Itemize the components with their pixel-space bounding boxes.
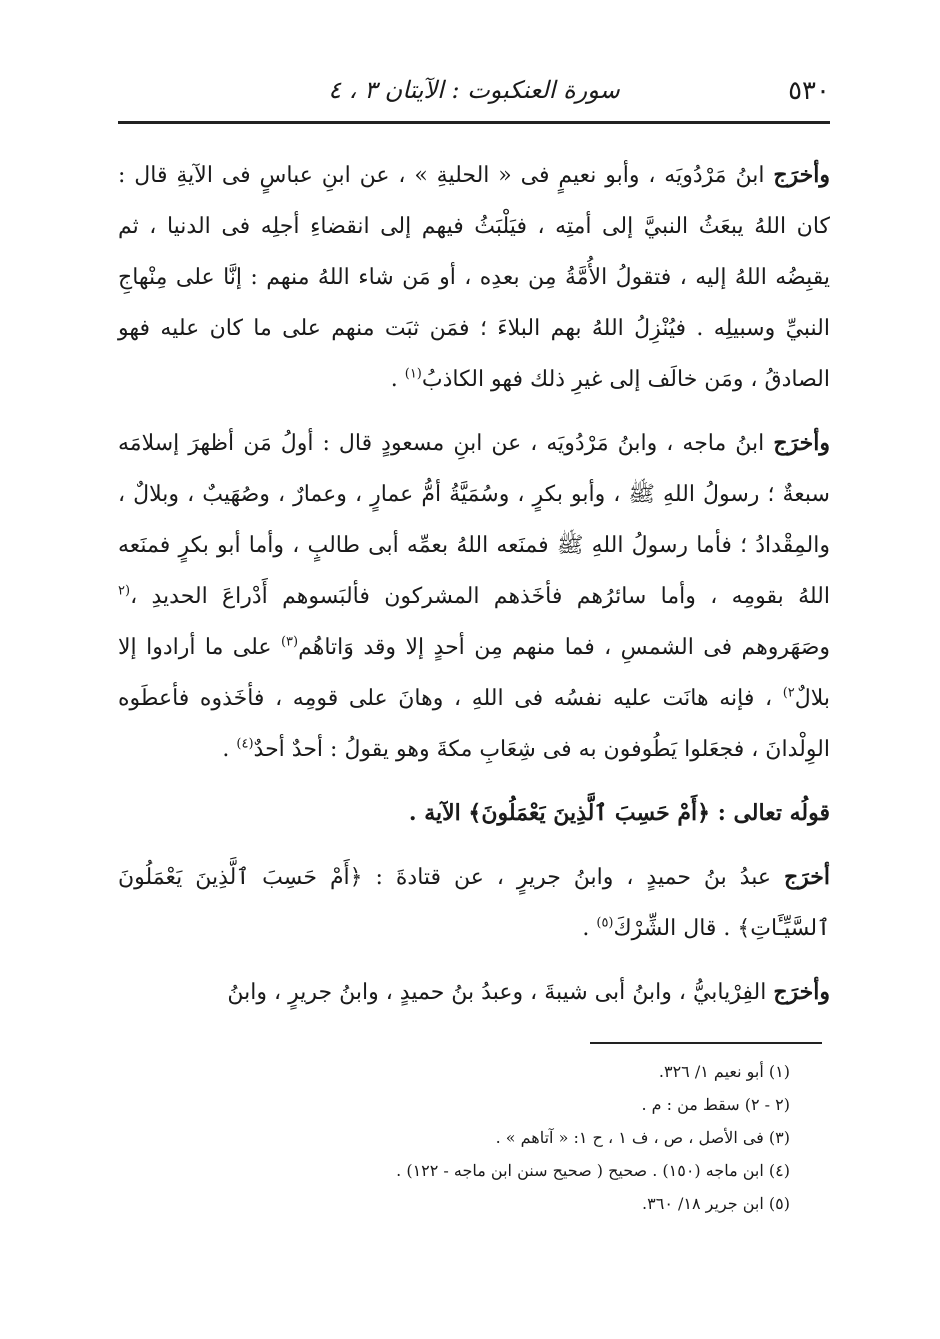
paragraph-lead: أخرَج: [783, 864, 830, 890]
paragraph-2: [118, 418, 830, 775]
paragraph-text: ابنُ ماجه ، وابنُ مَرْدُويَه ، عن ابنِ مسعودٍ قال : أولُ مَن أظهرَ إسلامَه سبعةٌ ؛ رسولُ اللهِ ﷺ ، وأبو بكرٍ ، وسُمَيَّةُ أمُّ عمارٍ ، وعمارٌ ، وصُهَيبٌ ، وبلالٌ ، والمِقْدادُ ؛ فأما رسولُ اللهِ ﷺ فمنَعه اللهُ بعمِّه أبى طالبٍ ، وأما أبو بكرٍ فمنَعه اللهُ بقومِه ، وأما سائرُهم فأخَذهم المشركون فألبَسوهم أَدْراعَ الحديدِ ،: [118, 431, 830, 609]
paragraph-tail: .: [222, 737, 237, 762]
page-header: [118, 68, 830, 116]
verse-heading: قولُه تعالى :: [717, 800, 830, 826]
paragraph-text: ابنُ مَرْدُويَه ، وأبو نعيمٍ فى « الحليةِ » ، عن ابنِ عباسٍ فى الآيةِ قال : كان اللهُ يبعَثُ النبيَّ إلى أمتِه ، فيَلْبَثُ فيهم إلى انقضاءِ أجلِه فى الدنيا ، ثم يقبِضُه اللهُ إليه ، فتقولُ الأُمَّةُ مِن بعدِه ، أو مَن شاء اللهُ منهم : إنَّا على مِنْهاجِ النبيِّ وسبيلِه . فيُنْزِلُ اللهُ بهم البلاءَ ؛ فمَن ثبَت منهم على ما كان عليه فهو الصادقُ ، ومَن خالَف إلى غيرِ ذلك فهو الكاذبُ: [118, 163, 830, 392]
footnote-ref[interactable]: (٥): [596, 915, 614, 931]
paragraph-text: ، فإنه هانَت عليه نفسُه فى اللهِ ، وهانَ على قومِه ، فأخَذوه فأعطَوه الوِلْدانَ ، فجعَلوا يَطُوفون به فى شِعَابِ مكةَ وهو يقولُ : أحدٌ أحدٌ: [118, 686, 830, 762]
paragraph-5: [118, 967, 830, 1018]
running-title: سورة العنكبوت : الآيتان ٣ ، ٤: [328, 76, 620, 104]
paragraph-4: [118, 852, 830, 954]
footnote-rule: [590, 1042, 822, 1044]
paragraph-tail: .: [390, 367, 405, 392]
footnote-2: (٢ - ٢) سقط من : م .: [641, 1095, 790, 1114]
paragraph-text: عبدُ بنُ حميدٍ ، وابنُ جريرٍ ، عن قتادةَ : ﴿أَمْ حَسِبَ ٱلَّذِينَ يَعْمَلُونَ ٱلسَّيِّـَٔاتِ﴾ . قال الشِّرْكَ: [118, 865, 830, 941]
paragraph-text: وصَهَروهم فى الشمسِ ، فما منهم مِن أحدٍ إلا وقد وَاتاهُم: [298, 635, 831, 660]
footnote-4: (٤) ابن ماجه (١٥٠) . صحيح ( صحيح سنن ابن ماجه - ١٢٢) .: [396, 1161, 790, 1180]
footnotes: [118, 1055, 790, 1220]
footnote-5: (٥) ابن جرير ١٨/ ٣٦٠.: [642, 1194, 790, 1213]
paragraph-3: [118, 788, 830, 839]
paragraph-text: على ما أرادوا إلا بلالٌ: [118, 635, 830, 711]
footnote-1: (١) أبو نعيم ١/ ٣٢٦.: [658, 1062, 790, 1081]
footnote-ref[interactable]: (٣): [280, 634, 299, 650]
paragraph-text: الفِرْيابيُّ ، وابنُ أبى شيبةَ ، وعبدُ بنُ حميدٍ ، وابنُ جريرٍ ، وابنُ: [227, 980, 774, 1005]
paragraph-lead: وأخرَج: [773, 162, 830, 188]
main-text: [118, 150, 830, 1018]
header-rule: [118, 121, 830, 124]
paragraph-lead: وأخرَج: [773, 430, 830, 456]
footnote-ref[interactable]: (٤): [236, 736, 254, 752]
footnote-ref[interactable]: ٢): [782, 685, 795, 701]
paragraph-tail: .: [582, 916, 597, 941]
footnote-ref[interactable]: (٢: [118, 583, 131, 599]
paragraph-1: [118, 150, 830, 405]
page-number: ٥٣٠: [788, 76, 830, 106]
footnote-ref[interactable]: (١): [404, 366, 422, 382]
paragraph-lead: وأخرَج: [773, 979, 830, 1005]
quran-verse: ﴿أَمْ حَسِبَ ٱلَّذِينَ يَعْمَلُونَ﴾ الآية .: [408, 800, 718, 826]
footnote-3: (٣) فى الأصل ، ص ، ف ١ ، ح ١: « آتاهم » .: [495, 1128, 790, 1147]
